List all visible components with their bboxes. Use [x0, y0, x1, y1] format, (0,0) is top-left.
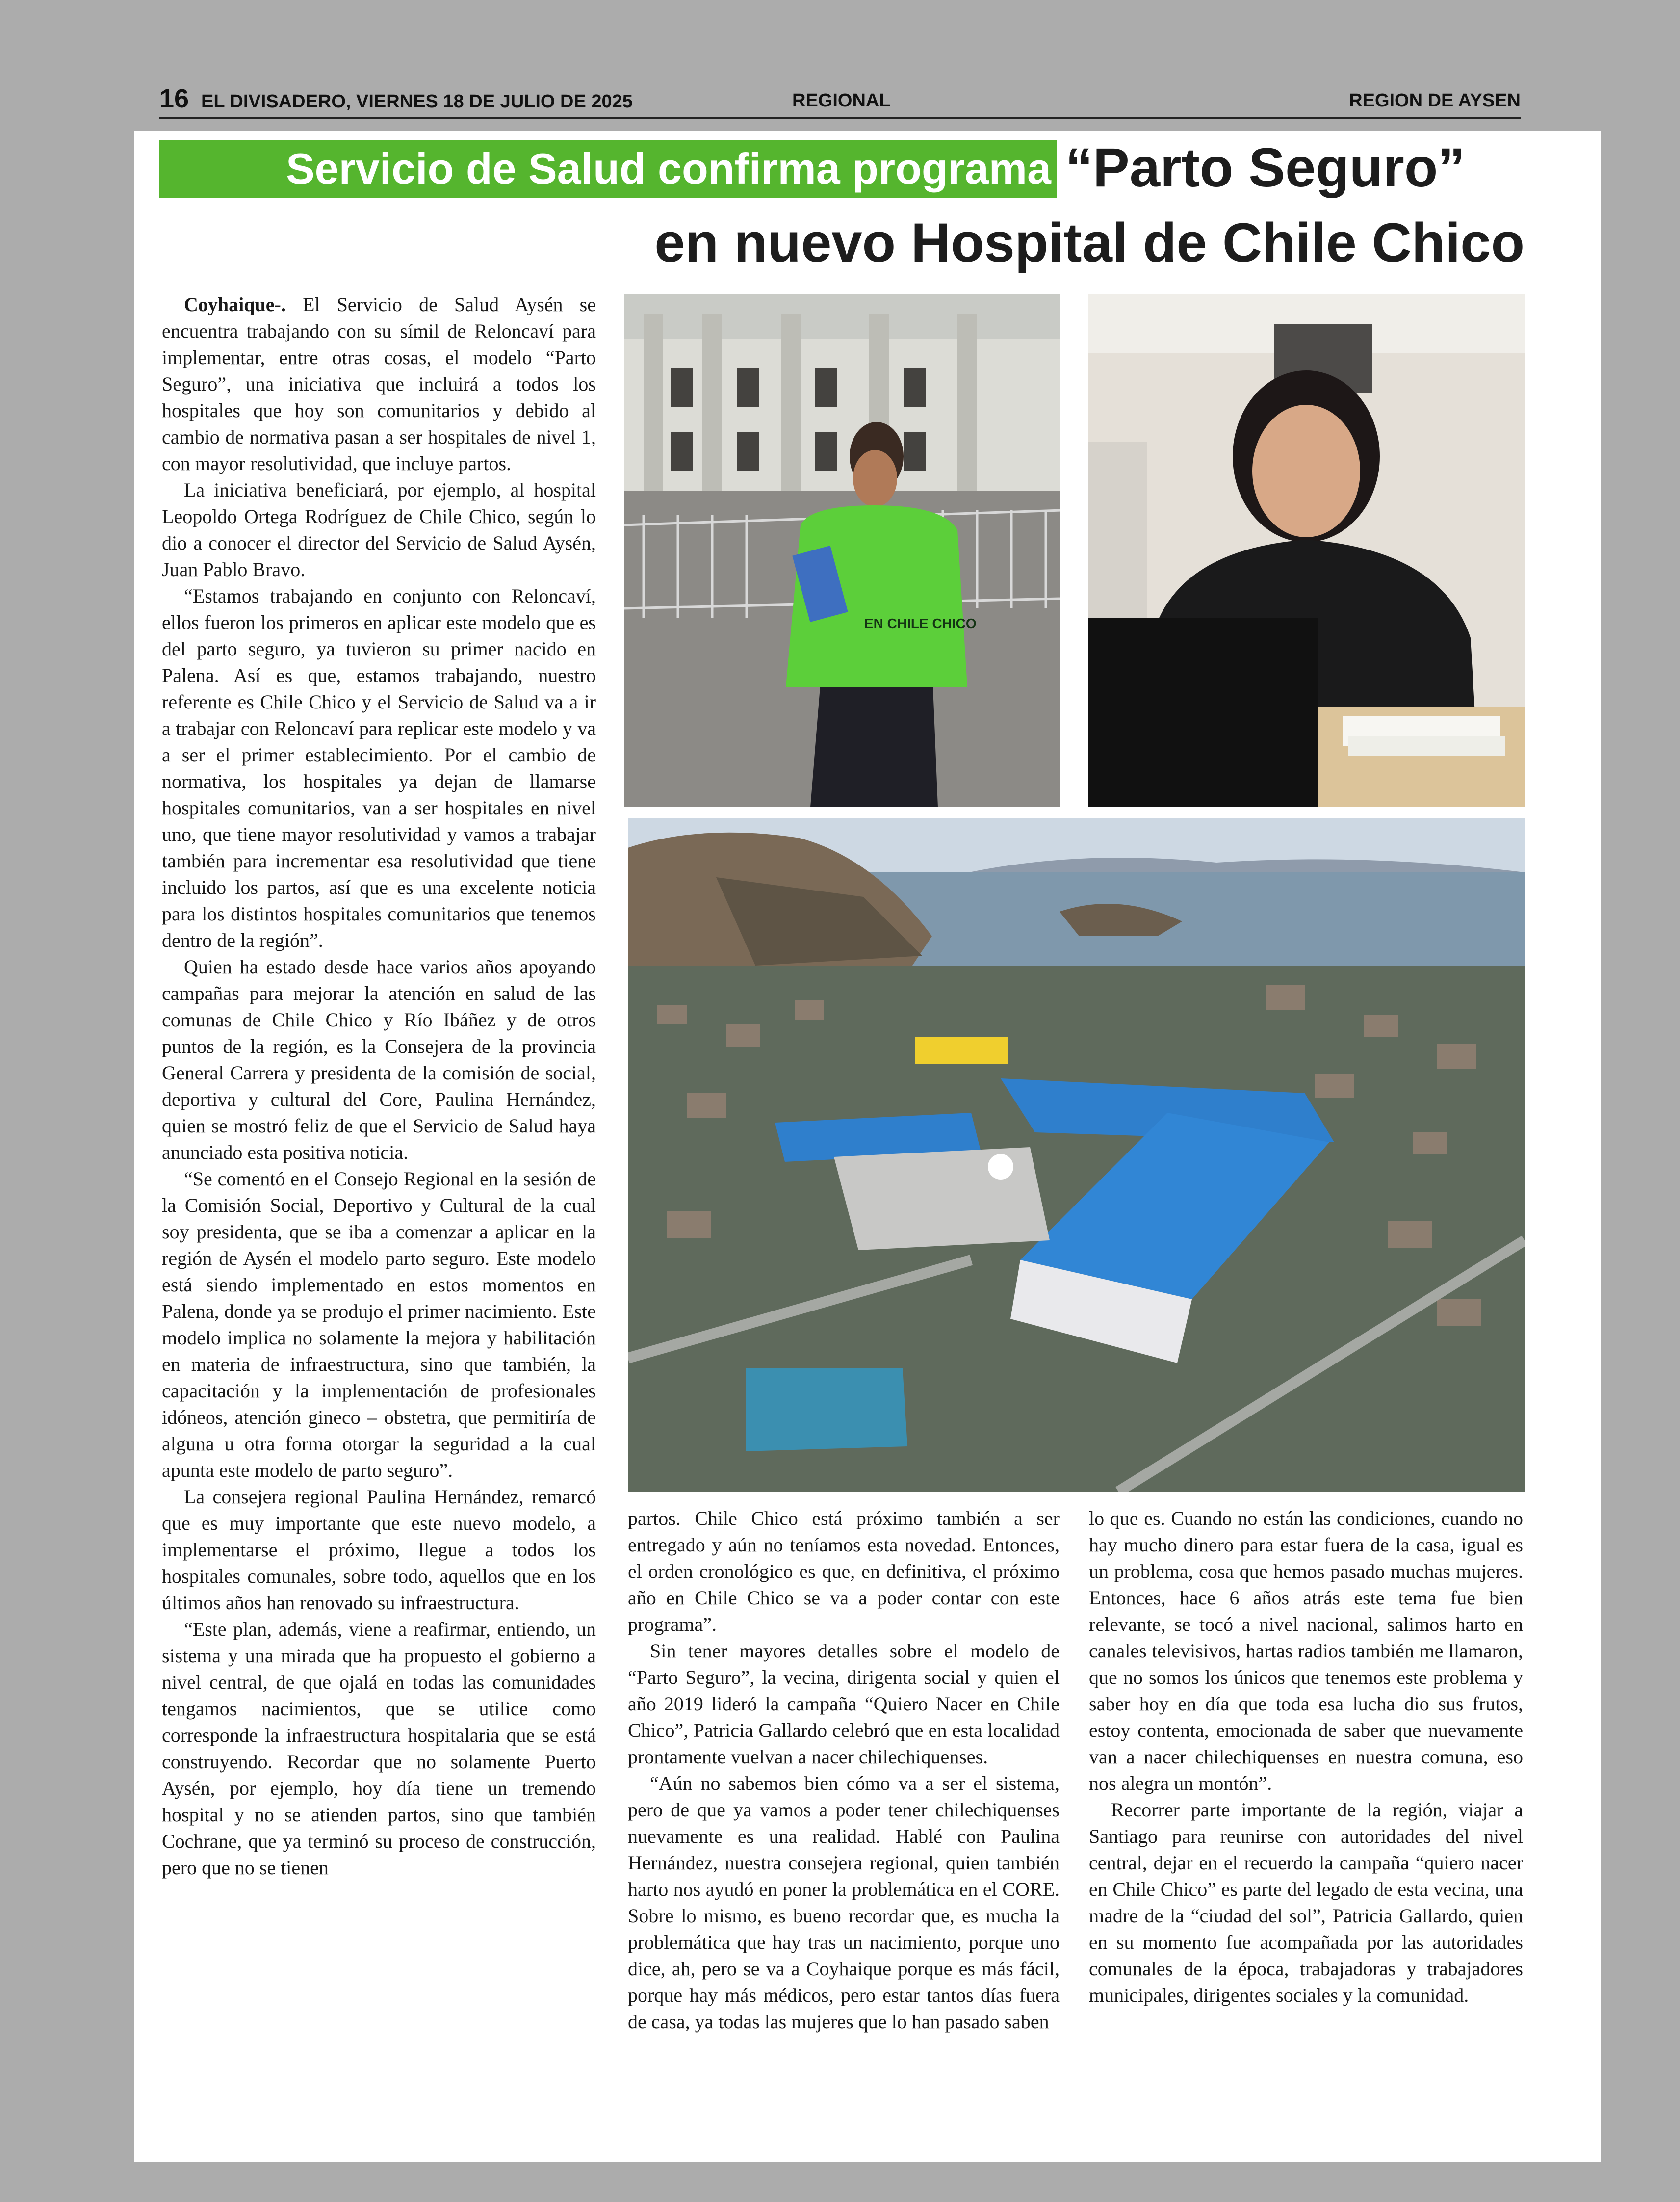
article-paragraph: partos. Chile Chico está próximo también a ser entregado y aún no teníamos esta novedad. Entonces, el orden cronológico es que, en definitiva, el próximo año en Chile Chico se va a poder contar con este programa”. [628, 1507, 1060, 1635]
page-header [159, 83, 1521, 119]
photo-aerial-hospital [628, 818, 1525, 1492]
region-label: REGION DE AYSEN [1349, 90, 1521, 111]
headline-title-line2: en nuevo Hospital de Chile Chico [654, 212, 1525, 273]
article-paragraph: “Se comentó en el Consejo Regional en la sesión de la Comisión Social, Deportivo y Cultural de la cual soy presidenta, que se iba a comenzar a aplicar en la región de Aysén el modelo parto seguro. Este modelo está siendo implementado en estos momentos en Palena, donde ya se produjo el primer nacimiento. Este modelo implica no solamente la mejora y habilitación en materia de infraestructura, sino que también, la capacitación y la implementación de profesionales idóneos, atención gineco – obstetra, que permitiría de alguna u otra forma otorgar la seguridad a la cual apunta este modelo de parto seguro”. [162, 1168, 596, 1481]
article-paragraph: lo que es. Cuando no están las condiciones, cuando no hay mucho dinero para estar fuera de la casa, igual es un problema, cosa que hemos pasado muchas mujeres. Entonces, hace 6 años atrás este tema fue bien relevante, se tocó a nivel nacional, salimos harto en canales televisivos, hartas radios también me llamaron, que no somos los únicos que tenemos este problema y saber hoy en día que toda esa lucha dio sus frutos, estoy contenta, emocionada de saber que nuevamente van a nacer chilechiquenses en nuestra comuna, eso nos alegra un montón”. [1089, 1507, 1523, 1794]
article-column-2 [628, 1505, 1060, 2035]
article-paragraph: “Aún no sabemos bien cómo va a ser el sistema, pero de que ya vamos a poder tener chilechiquenses nuevamente es una realidad. Hablé con Paulina Hernández, nuestra consejera regional, quien también harto nos ayudó en poner la problemática en el CORE. Sobre lo mismo, es bueno recordar que, es mucha la problemática que hay tras un nacimiento, porque uno dice, ah, pero se va a Coyhaique porque es más fácil, porque hay más médicos, pero estar tantos días fuera de casa, ya todas las mujeres que lo han pasado saben [628, 1772, 1060, 2033]
headline-kicker: Servicio de Salud confirma programa [159, 140, 1057, 198]
article-column-3 [1089, 1505, 1523, 2009]
article-paragraph: La iniciativa beneficiará, por ejemplo, al hospital Leopoldo Ortega Rodríguez de Chile Chico, según lo dio a conocer el director del Servicio de Salud Aysén, Juan Pablo Bravo. [162, 479, 596, 580]
photo-woman-at-desk [1088, 294, 1525, 807]
section-label: REGIONAL [792, 90, 891, 111]
dateline: Coyhaique-. [184, 293, 286, 315]
article-paragraph: Sin tener mayores detalles sobre el modelo de “Parto Seguro”, la vecina, dirigenta social y quien el año 2019 lideró la campaña “Quiero Nacer en Chile Chico”, Patricia Gallardo celebró que en esta localidad prontamente vuelvan a nacer chilechiquenses. [628, 1640, 1060, 1768]
article-paragraph: “Estamos trabajando en conjunto con Reloncaví, ellos fueron los primeros en aplicar este modelo que es del parto seguro, ya tuvieron su primer nacido en Palena. Así es que, estamos trabajando, nuestro referente es Chile Chico y el Servicio de Salud va a ir a trabajar con Reloncaví para replicar este modelo y va a ser el primer establecimiento. Por el cambio de normativa, los hospitales ya dejan de llamarse hospitales comunitarios, van a ser hospitales en nivel uno, que tiene mayor resolutividad y vamos a trabajar también para incrementar esa resolutividad que tiene incluido los partos, así que es una excelente noticia para los distintos hospitales comunitarios que tenemos dentro de la región”. [162, 585, 596, 951]
article-paragraph: Quien ha estado desde hace varios años apoyando campañas para mejorar la atención en salud de las comunas de Chile Chico y Río Ibáñez y de otros puntos de la región, es la Consejera de la provincia General Carrera y presidenta de la comisión de social, deportiva y cultural del Core, Paulina Hernández, quien se mostró feliz de que el Servicio de Salud haya anunciado esta positiva noticia. [162, 956, 596, 1163]
article-column-1 [162, 291, 596, 1881]
shirt-text: EN CHILE CHICO [864, 616, 977, 631]
page-number: 16 [159, 84, 189, 113]
article-paragraph [162, 291, 596, 477]
headline-title-line1: “Parto Seguro” [1065, 137, 1466, 198]
article-paragraph: Recorrer parte importante de la región, viajar a Santiago para reunirse con autoridades del nivel central, dejar en el recuerdo la campaña “quiero nacer en Chile Chico” es parte del legado de esta vecina, una madre de la “ciudad del sol”, Patricia Gallardo, quien en su momento fue acompañada por las autoridades comunales de la época, trabajadoras y trabajadores municipales, dirigentes sociales y la comunidad. [1089, 1799, 1523, 2006]
publication-dateline: EL DIVISADERO, VIERNES 18 DE JULIO DE 2025 [201, 91, 633, 112]
photo-woman-green-shirt [624, 294, 1060, 807]
paragraph-text: El Servicio de Salud Aysén se encuentra trabajando con su símil de Reloncaví para implementar, entre otras cosas, el modelo “Parto Seguro”, una iniciativa que incluirá a todos los hospitales que hoy son comunitarios y debido al cambio de normativa pasan a ser hospitales de nivel 1, con mayor resolutividad, que incluye partos. [162, 293, 596, 474]
article-paragraph: La consejera regional Paulina Hernández, remarcó que es muy importante que este nuevo modelo, a implementarse el próximo, llegue a todos los hospitales comunales, sobre todo, aquellos que en los últimos años han renovado su infraestructura. [162, 1486, 596, 1614]
article-paragraph: “Este plan, además, viene a reafirmar, entiendo, un sistema y una mirada que ha propuesto el gobierno a nivel central, de que ojalá en todas las comunidades tengamos nacimientos, que se utilice como corresponde la infraestructura hospitalaria que se está construyendo. Recordar que no solamente Puerto Aysén, por ejemplo, hoy día tiene un tremendo hospital y no se atienden partos, sino que también Cochrane, que ya terminó su proceso de construcción, pero que no se tienen [162, 1618, 596, 1879]
